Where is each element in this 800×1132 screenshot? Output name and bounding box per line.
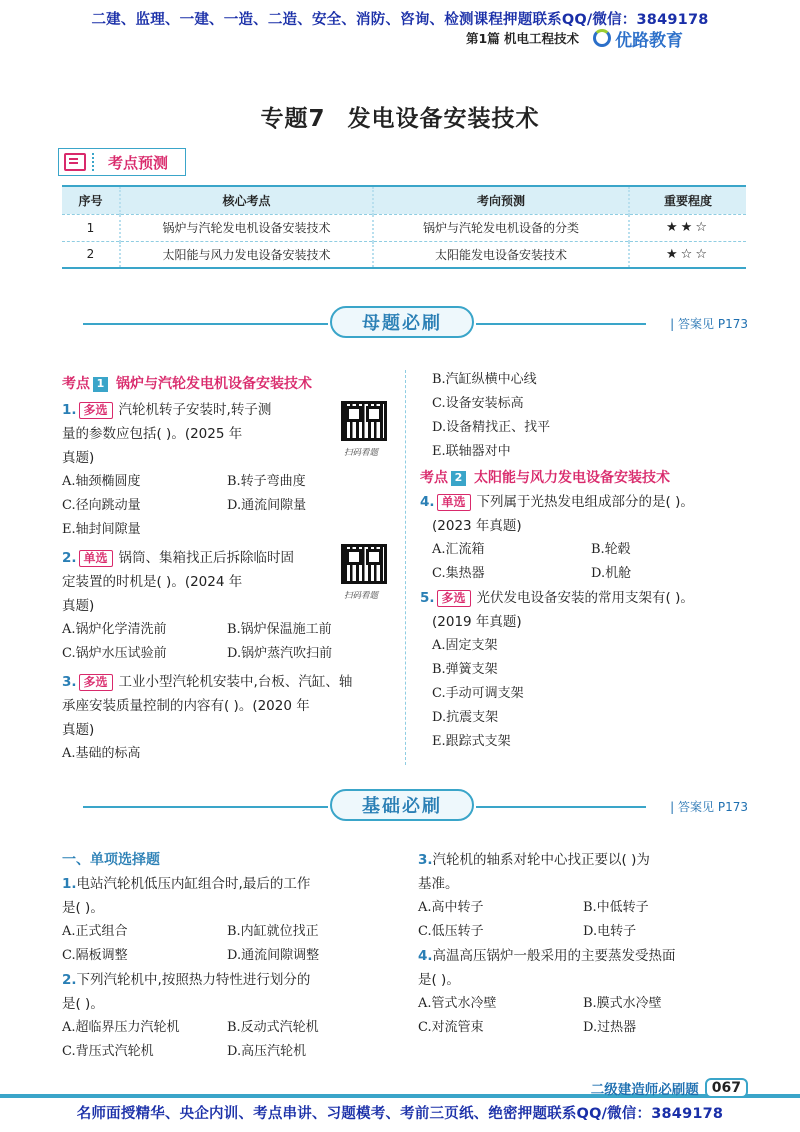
question-5: 5. 多选 光伏发电设备安装的常用支架有( )。 (2019 年真题) A.固定支架 B.弹簧支架 C.手动可调支架 D.抗震支架 E.跟踪式支架 <box>420 586 750 754</box>
option: E.轴封间隙量 <box>62 522 141 537</box>
option: C.背压式汽轮机 <box>62 1044 154 1059</box>
row-no: 2 <box>62 241 120 268</box>
page-number: 067 <box>705 1078 748 1098</box>
table-row <box>62 214 746 241</box>
basic-question-2: 2.下列汽轮机中,按照热力特性进行划分的 是( )。 A.超临界压力汽轮机 B.反动式汽轮机 C.背压式汽轮机 D.高压汽轮机 <box>62 968 392 1064</box>
topic-title: 发电设备安装技术 <box>347 106 540 132</box>
basic-question-3: 3.汽轮机的轴系对轮中心找正要以( )为 基准。 A.高中转子 B.中低转子 C.低压转子 D.电转子 <box>418 848 750 944</box>
option: D.过热器 <box>583 1020 637 1035</box>
option: A.高中转子 <box>418 900 484 915</box>
option: A.基础的标高 <box>62 746 141 761</box>
option: B.中低转子 <box>583 900 649 915</box>
subsection-heading: 一、单项选择题 <box>62 852 160 868</box>
section-basic-title: 基础必刷 <box>330 789 474 821</box>
option: E.跟踪式支架 <box>432 734 511 749</box>
row-trend: 太阳能发电设备安装技术 <box>373 241 629 268</box>
option: B.膜式水冷壁 <box>583 996 662 1011</box>
kaodian-1-heading: 考点 1 锅炉与汽轮发电机设备安装技术 <box>62 376 312 392</box>
option: C.锅炉水压试验前 <box>62 646 167 661</box>
table-row <box>62 241 746 268</box>
top-promo-banner: 二建、监理、一建、一造、二造、安全、消防、咨询、检测课程押题联系QQ/微信：3849178 <box>91 12 709 28</box>
page-header <box>466 26 800 50</box>
question-1: 1. 多选 汽轮机转子安装时,转子测 量的参数应包括( )。(2025 年 真题) A.轴颈椭圆度 B.转子弯曲度 C.径向跳动量 D.通流间隙量 E.轴封间隙量 <box>62 398 392 542</box>
qr-code-icon[interactable] <box>341 401 387 441</box>
option: C.集热器 <box>432 566 485 581</box>
kaodian-2-heading: 考点 2 太阳能与风力发电设备安装技术 <box>420 470 670 486</box>
option: C.隔板调整 <box>62 948 128 963</box>
option: D.通流间隙调整 <box>227 948 320 963</box>
question-2: 2. 单选 锅筒、集箱找正后拆除临时固 定装置的时机是( )。(2024 年 真题) A.锅炉化学清洗前 B.锅炉保温施工前 C.锅炉水压试验前 D.锅炉蒸汽吹扫前 <box>62 546 392 666</box>
question-3: 3. 多选 工业小型汽轮机安装中,台板、汽缸、轴 承座安装质量控制的内容有( )。(2020 年 真题) A.基础的标高 <box>62 670 392 766</box>
type-badge: 多选 <box>79 674 113 691</box>
answer-reference: | 答案见 P173 <box>670 317 748 331</box>
right-column <box>420 368 750 754</box>
type-badge: 多选 <box>437 590 471 607</box>
answer-reference: | 答案见 P173 <box>670 800 748 814</box>
option: C.设备安装标高 <box>432 396 524 411</box>
option: C.对流管束 <box>418 1020 484 1035</box>
option: B.弹簧支架 <box>432 662 498 677</box>
basic-question-1: 1.电站汽轮机低压内缸组合时,最后的工作 是( )。 A.正式组合 B.内缸就位找正 C.隔板调整 D.通流间隙调整 <box>62 872 392 968</box>
qr-caption: 扫码看题 <box>344 591 379 601</box>
row-stars: ★☆☆ <box>629 241 746 268</box>
col-header: 考向预测 <box>373 186 629 214</box>
type-badge: 多选 <box>79 402 113 419</box>
section-mother-title: 母题必刷 <box>330 306 474 338</box>
row-no: 1 <box>62 214 120 241</box>
brand-name: 优路教育 <box>615 30 684 51</box>
option: A.轴颈椭圆度 <box>62 474 141 489</box>
option: A.固定支架 <box>432 638 498 653</box>
option: D.抗震支架 <box>432 710 499 725</box>
option: B.轮毂 <box>591 542 631 557</box>
option: C.低压转子 <box>418 924 484 939</box>
option: B.内缸就位找正 <box>227 924 319 939</box>
page-footer <box>591 1078 748 1098</box>
left-column-2 <box>62 848 392 1064</box>
option: D.机舱 <box>591 566 632 581</box>
table-header-row <box>62 186 746 214</box>
option: A.汇流箱 <box>432 542 485 557</box>
forecast-label: 考点预测 <box>108 153 169 172</box>
option: D.高压汽轮机 <box>227 1044 307 1059</box>
type-badge: 单选 <box>79 550 113 567</box>
qr-caption: 扫码看题 <box>344 448 379 458</box>
option: A.锅炉化学清洗前 <box>62 622 167 637</box>
option: D.设备精找正、找平 <box>432 420 551 435</box>
option: A.超临界压力汽轮机 <box>62 1020 180 1035</box>
bottom-promo-banner: 名师面授精华、央企内训、考点串讲、习题模考、考前三页纸、绝密押题联系QQ/微信：3849178 <box>76 1106 724 1122</box>
type-badge: 单选 <box>437 494 471 511</box>
option: C.径向跳动量 <box>62 498 141 513</box>
section-label: 第1篇 机电工程技术 <box>466 31 580 46</box>
option: E.联轴器对中 <box>432 444 511 459</box>
page-title <box>0 100 800 133</box>
option: D.电转子 <box>583 924 637 939</box>
row-stars: ★★☆ <box>629 214 746 241</box>
brand-logo <box>593 26 683 51</box>
option: B.锅炉保温施工前 <box>227 622 332 637</box>
col-header: 重要程度 <box>629 186 746 214</box>
option: D.锅炉蒸汽吹扫前 <box>227 646 333 661</box>
row-trend: 锅炉与汽轮发电机设备的分类 <box>373 214 629 241</box>
right-column-2 <box>418 848 750 1040</box>
basic-question-4: 4.高温高压锅炉一般采用的主要蒸发受热面 是( )。 A.管式水冷壁 B.膜式水冷壁 C.对流管束 D.过热器 <box>418 944 750 1040</box>
col-header: 核心考点 <box>120 186 373 214</box>
book-title: 二级建造师必刷题 <box>590 1082 699 1098</box>
option: B.反动式汽轮机 <box>227 1020 319 1035</box>
option: A.正式组合 <box>62 924 128 939</box>
option: A.管式水冷壁 <box>418 996 497 1011</box>
forecast-table <box>62 185 746 269</box>
row-point: 太阳能与风力发电设备安装技术 <box>120 241 373 268</box>
option: B.汽缸纵横中心线 <box>432 372 537 387</box>
option: D.通流间隙量 <box>227 498 307 513</box>
option: B.转子弯曲度 <box>227 474 306 489</box>
topic-number: 专题7 <box>260 106 326 132</box>
notebook-icon <box>64 153 86 171</box>
forecast-tag <box>58 148 186 176</box>
col-header: 序号 <box>62 186 120 214</box>
question-4: 4. 单选 下列属于光热发电组成部分的是( )。 (2023 年真题) A.汇流箱 B.轮毂 C.集热器 D.机舱 <box>420 490 750 586</box>
option: C.手动可调支架 <box>432 686 524 701</box>
qr-code-icon[interactable] <box>341 544 387 584</box>
brand-icon <box>593 29 611 47</box>
row-point: 锅炉与汽轮发电机设备安装技术 <box>120 214 373 241</box>
